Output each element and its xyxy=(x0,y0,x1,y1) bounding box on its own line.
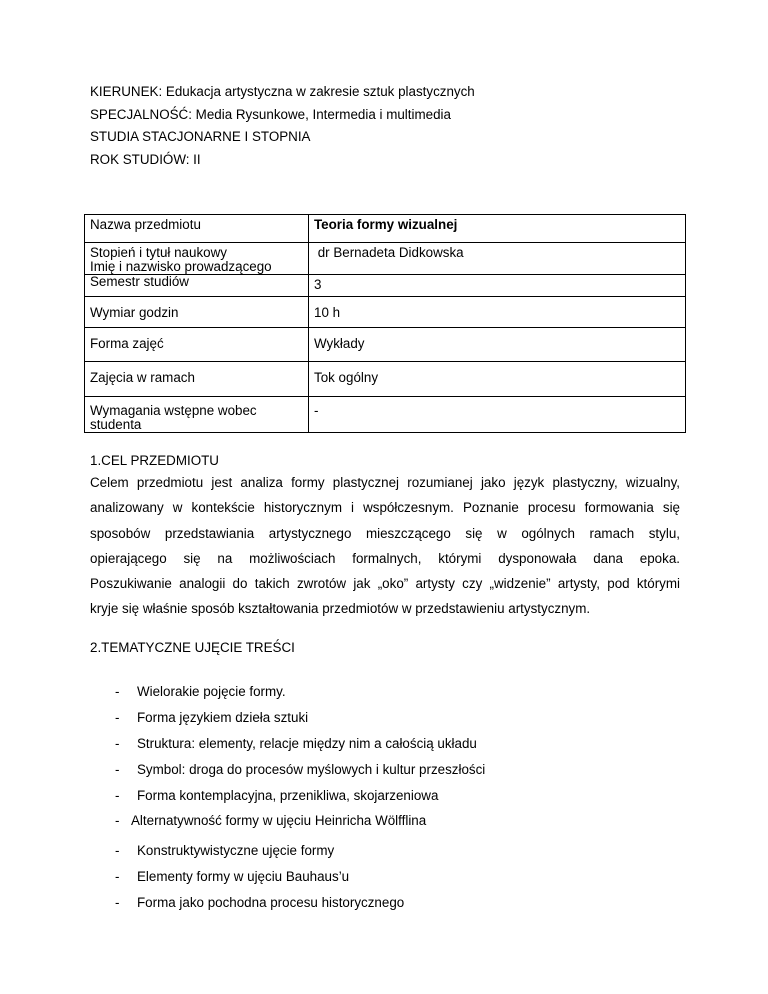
list-item-text: Wielorakie pojęcie formy. xyxy=(137,684,286,699)
paragraph-line: sposobów przedstawiania artystycznego mieszczącego się w ogólnych ramach stylu, xyxy=(90,525,680,541)
list-dash: - xyxy=(115,843,120,858)
table-label: Zajęcia w ramach xyxy=(85,362,309,397)
list-item xyxy=(115,762,485,777)
table-label: Wymiar godzin xyxy=(85,297,309,328)
table-row xyxy=(85,297,686,328)
table-label xyxy=(85,397,309,433)
label-line: Wymagania wstępne wobec xyxy=(90,403,257,418)
list-item-text: Konstruktywistyczne ujęcie formy xyxy=(137,843,335,858)
list-dash: - xyxy=(115,869,120,884)
label-line: Stopień i tytuł naukowy xyxy=(90,245,227,260)
list-item-text: Forma jako pochodna procesu historycznego xyxy=(137,895,405,910)
section-title-cel: 1.CEL PRZEDMIOTU xyxy=(90,453,219,468)
table-row xyxy=(85,275,686,297)
list-item-text: Symbol: droga do procesów myślowych i kultur przeszłości xyxy=(137,762,486,777)
list-dash: - xyxy=(115,710,120,725)
list-item xyxy=(115,869,349,884)
list-dash: - xyxy=(115,813,120,828)
list-dash: - xyxy=(115,736,120,751)
list-item-text: Struktura: elementy, relacje między nim a całością układu xyxy=(137,736,477,751)
list-item xyxy=(115,843,334,858)
label-line: studenta xyxy=(90,417,142,432)
table-label: Forma zajęć xyxy=(85,328,309,362)
list-item xyxy=(115,788,438,803)
label-line: Imię i nazwisko prowadzącego xyxy=(90,259,272,274)
track-value: Tok ogólny xyxy=(309,362,686,397)
list-dash: - xyxy=(115,762,120,777)
list-item xyxy=(115,813,426,828)
list-item-text: Forma kontemplacyjna, przenikliwa, skojarzeniowa xyxy=(137,788,439,803)
section-title-tematyczne: 2.TEMATYCZNE UJĘCIE TREŚCI xyxy=(90,640,295,655)
list-item-text: Elementy formy w ujęciu Bauhaus’u xyxy=(137,869,350,884)
header-kierunek: KIERUNEK: Edukacja artystyczna w zakresie sztuk plastycznych xyxy=(90,84,475,99)
table-row xyxy=(85,243,686,275)
table-row xyxy=(85,397,686,433)
list-dash: - xyxy=(115,895,120,910)
paragraph-line: Celem przedmiotu jest analiza formy plastycznej rozumianej jako język plastyczny, wizualny, xyxy=(90,475,680,490)
paragraph-line: Poszukiwanie analogii do takich zwrotów jak „oko” artysty czy „widzenie” artysty, pod którymi xyxy=(90,576,680,592)
list-dash: - xyxy=(115,788,120,803)
list-item-text: Alternatywność formy w ujęciu Heinricha Wölfflina xyxy=(131,813,427,828)
class-form-value: Wykłady xyxy=(309,328,686,362)
paragraph-line: opierającego się na możliwościach formalnych, którymi dysponowała dana epoka. xyxy=(90,550,680,566)
list-item-text: Forma językiem dzieła sztuki xyxy=(137,710,309,725)
goal-paragraph xyxy=(90,470,680,622)
header-rok: ROK STUDIÓW: II xyxy=(90,152,201,167)
requirements-value: - xyxy=(309,397,686,433)
course-info-table xyxy=(84,214,686,433)
paragraph-line: analizowany w kontekście historycznym i współczesnym. Poznanie procesu formowania się xyxy=(90,500,680,516)
table-label xyxy=(85,243,309,275)
hours-value: 10 h xyxy=(309,297,686,328)
table-row xyxy=(85,215,686,243)
course-name: Teoria formy wizualnej xyxy=(309,215,686,243)
header-studia: STUDIA STACJONARNE I STOPNIA xyxy=(90,129,311,144)
header-specjalnosc: SPECJALNOŚĆ: Media Rysunkowe, Intermedia i multimedia xyxy=(90,107,451,122)
list-dash: - xyxy=(115,684,120,699)
list-item xyxy=(115,710,308,725)
table-row xyxy=(85,362,686,397)
table-label: Nazwa przedmiotu xyxy=(85,215,309,243)
semester-value: 3 xyxy=(309,275,686,297)
table-row xyxy=(85,328,686,362)
lecturer-name: dr Bernadeta Didkowska xyxy=(309,243,686,275)
table-label: Semestr studiów xyxy=(85,275,309,297)
list-item xyxy=(115,684,286,699)
paragraph-line: kryje się właśnie sposób kształtowania przedmiotów w przedstawieniu artystycznym. xyxy=(90,601,591,617)
list-item xyxy=(115,736,477,751)
list-item xyxy=(115,895,404,910)
